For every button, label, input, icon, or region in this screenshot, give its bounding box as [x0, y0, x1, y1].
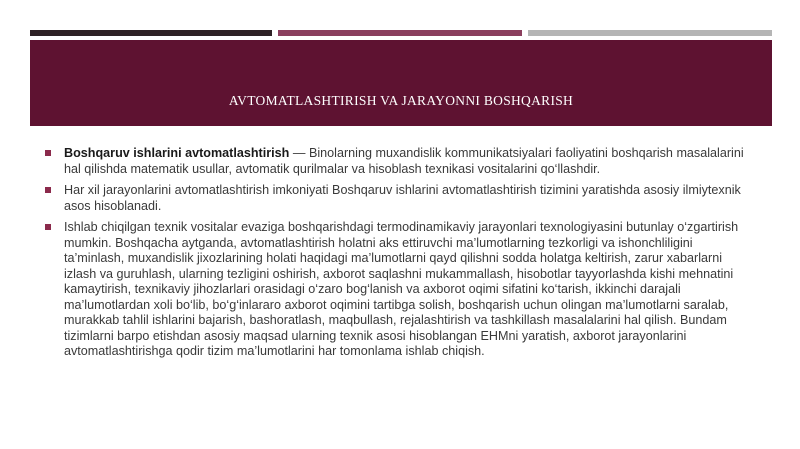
accent-bar-light: [528, 30, 772, 36]
title-band: [30, 40, 772, 126]
bullet-list: [44, 146, 756, 366]
square-bullet-icon: [45, 150, 51, 156]
square-bullet-icon: [45, 187, 51, 193]
accent-bar-dark: [30, 30, 272, 36]
square-bullet-icon: [45, 224, 51, 230]
bullet-text: — Binolarning muxandislik kommunikatsiyalari faoliyatini boshqarish masalalarini hal qilishda matematik usullar, avtomatik qurilmalar va hisoblash texnikasi vositalarini qo‘llashdir.: [64, 146, 744, 176]
bullet-text: Har xil jarayonlarini avtomatlashtirish imkoniyati Boshqaruv ishlarini avtomatlashtirish tizimini yaratishda asosiy ilmiytexnik asos hisoblanadi.: [64, 183, 741, 213]
bullet-text: Ishlab chiqilgan texnik vositalar evaziga boshqarishdagi termodinamikaviy jarayonlari texnologiyasini butunlay o‘zgartirish mumkin. Boshqacha aytganda, avtomatlashtirish holatni aks ettiruvchi ma’lumotlarning tezkorligi va ishonchliligini ta’minlash, muxandislik jixozlarining holati haqidagi ma’lumotlarni qayd qilishni sodda holatga keltirish, zarur xabarlarni izlash va guruhlash, ularning tezligini oshirish, axborot saqlashni mukammallash, hisobotlar tayyorlashda kishi mehnatini kamaytirish, texnikaviy jihozlarlari orasidagi o‘zaro bog‘lanish va axborot oqimi sifatini ko‘tarish, ikkinchi darajali ma’lumotlardan xoli bo‘lib, bo‘g‘inlararo axborot oqimini tartibga solish, boshqarish uchun olingan ma’lumotlarni saralab, murakkab tahlil ishlarini bajarish, bashoratlash, maqbullash, rejalashtirish va tashkillash masalalarini hal qilish. Bundam tizimlarni barpo etishdan asosiy maqsad ularning texnik asosi hisoblangan EHMni yaratish, axborot jarayonlarini avtomatlashtirishga qodir tizim ma’lumotlarini har tomonlama ishlab chiqish.: [64, 220, 739, 358]
bullet-term: Boshqaruv ishlarini avtomatlashtirish: [64, 146, 290, 160]
bullet-item-3: [44, 220, 756, 360]
accent-bar-mid: [278, 30, 522, 36]
bullet-item-2: [44, 183, 756, 214]
slide-title: AVTOMATLASHTIRISH VA JARAYONNI BOSHQARISH: [228, 93, 574, 108]
bullet-item-1: [44, 146, 756, 177]
